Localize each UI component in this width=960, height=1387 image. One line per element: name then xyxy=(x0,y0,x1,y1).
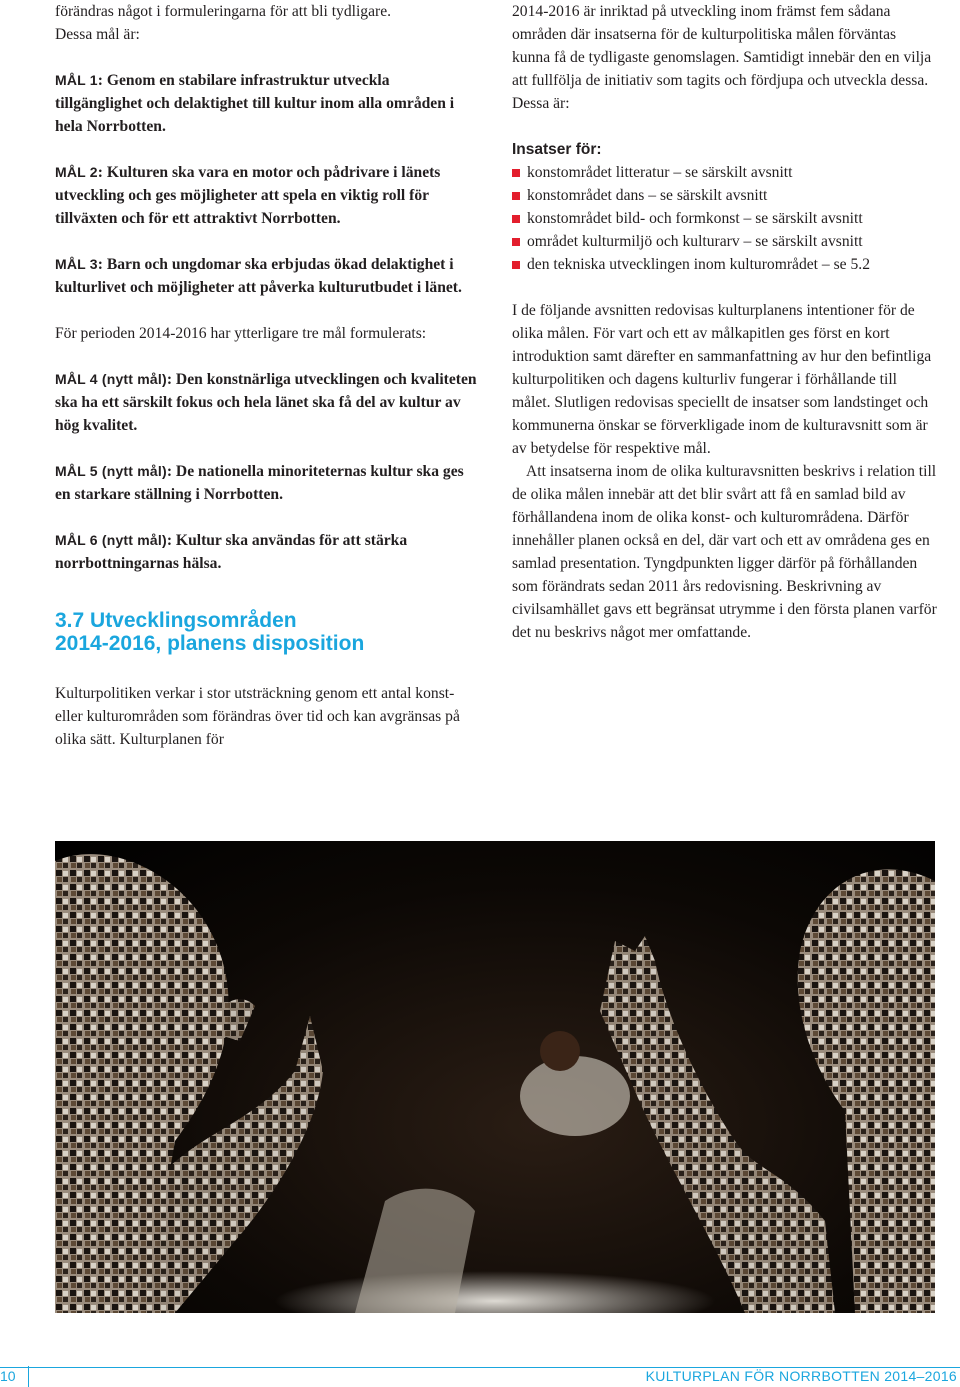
goal-4-label: MÅL 4 (nytt mål) xyxy=(55,371,167,387)
continuation-paragraph: 2014-2016 är inriktad på utveckling inom främst fem sådana områden där insatserna för de kulturpolitiska målen förväntas kunna få de tydligaste genomslagen. Samtidigt innebär den en vilja att fullfölja de initiativ som tagits och fördjupa och utveckla dessa. Dessa är: xyxy=(512,3,932,112)
list-item-text: konstområdet dans – se särskilt avsnitt xyxy=(527,187,768,204)
intro-line-1: förändras något i formuleringarna för att bli tydligare. xyxy=(55,3,392,20)
insatser-list xyxy=(512,161,937,276)
section-heading-line-2: 2014-2016, planens disposition xyxy=(55,632,365,655)
section-heading-line-1: 3.7 Utvecklingsområden xyxy=(55,609,297,632)
goal-5 xyxy=(55,460,480,506)
goal-3-label: MÅL 3 xyxy=(55,256,98,272)
period-intro: För perioden 2014-2016 har ytterligare tre mål formulerats: xyxy=(55,325,427,342)
goal-1-text: : Genom en stabilare infrastruktur utveckla tillgänglighet och delaktighet till kultur inom alla områden i hela Norrbotten. xyxy=(55,72,455,135)
list-item-text: konstområdet bild- och formkonst – se särskilt avsnitt xyxy=(527,210,863,227)
list-item xyxy=(512,207,937,230)
mirror-mosaic-sculpture-photo xyxy=(55,841,935,1313)
goal-2-text: : Kulturen ska vara en motor och pådrivare i länets utveckling och ges möjligheter att spela en viktig roll för tillväxten och för ett attraktivt Norrbotten. xyxy=(55,164,441,227)
list-item-text: konstområdet litteratur – se särskilt avsnitt xyxy=(527,164,793,181)
goal-4 xyxy=(55,368,480,437)
goal-3 xyxy=(55,253,480,299)
goal-3-text: : Barn och ungdomar ska erbjudas ökad delaktighet i kulturlivet och möjligheter att påverka kulturutbudet i länet. xyxy=(55,256,462,296)
right-column xyxy=(512,0,937,644)
section-intro: Kulturpolitiken verkar i stor utsträckning genom ett antal konst- eller kulturområden som förändras över tid och kan avgränsas på olika sätt. Kulturplanen för xyxy=(55,685,460,748)
goal-4-text: : Den konstnärliga utvecklingen och kvaliteten ska ha ett särskilt fokus och hela länet ska få del av kultur av hög kvalitet. xyxy=(55,371,477,434)
running-title: KULTURPLAN FÖR NORRBOTTEN 2014–2016 xyxy=(645,1368,957,1384)
bullet-square-icon xyxy=(512,238,520,246)
bullet-square-icon xyxy=(512,169,520,177)
list-item-text: området kulturmiljö och kulturarv – se särskilt avsnitt xyxy=(527,233,863,250)
page-number-divider xyxy=(28,1366,29,1387)
goal-1 xyxy=(55,69,480,138)
left-column xyxy=(55,0,480,751)
goal-5-text: : De nationella minoriteternas kultur ska ges en starkare ställning i Norrbotten. xyxy=(55,463,464,503)
section-heading xyxy=(55,609,480,655)
bullet-square-icon xyxy=(512,261,520,269)
goal-6 xyxy=(55,529,480,575)
list-item xyxy=(512,253,937,276)
paragraph-1: I de följande avsnitten redovisas kulturplanens intentioner för de olika målen. För vart och ett av målkapitlen ges först en kort introduktion samt därefter en sammanfattning av hur den befintliga kulturpolitiken och dagens kulturliv fungerar i förhållande till målet. Slutligen redovisas speciellt de insatser som landstinget och kommunerna önskar se förverkligade inom de kulturavsnitt som är av betydelse för respektive mål. xyxy=(512,302,932,457)
insatser-title: Insatser för: xyxy=(512,141,602,158)
goal-1-label: MÅL 1 xyxy=(55,72,98,88)
paragraph-2: Att insatserna inom de olika kulturavsnitten beskrivs i relation till de olika målen innebär att det blir svårt att få en samlad bild av förhållandena inom de olika konst- och kulturområdena. Därför innehåller planen också en del, där vart och ett av områdena ges en samlad presentation. Tyngdpunkten ligger därför på förhållanden som förändrats sedan 2011 års redovisning. Beskrivning av civilsamhället gavs ett begränsat utrymme i den första planen varför det nu beskrivs något mer omfattande. xyxy=(512,463,937,641)
goal-5-label: MÅL 5 (nytt mål) xyxy=(55,463,167,479)
bullet-square-icon xyxy=(512,215,520,223)
goal-6-label: MÅL 6 (nytt mål) xyxy=(55,532,167,548)
list-item-text: den tekniska utvecklingen inom kulturområdet – se 5.2 xyxy=(527,256,870,273)
goal-6-text: : Kultur ska användas för att stärka norrbottningarnas hälsa. xyxy=(55,532,408,572)
bullet-square-icon xyxy=(512,192,520,200)
page-number: 10 xyxy=(0,1368,16,1384)
goal-2-label: MÅL 2 xyxy=(55,164,98,180)
intro-line-2: Dessa mål är: xyxy=(55,26,140,43)
list-item xyxy=(512,161,937,184)
photo-illustration xyxy=(55,841,935,1313)
list-item xyxy=(512,230,937,253)
goal-2 xyxy=(55,161,480,230)
list-item xyxy=(512,184,937,207)
